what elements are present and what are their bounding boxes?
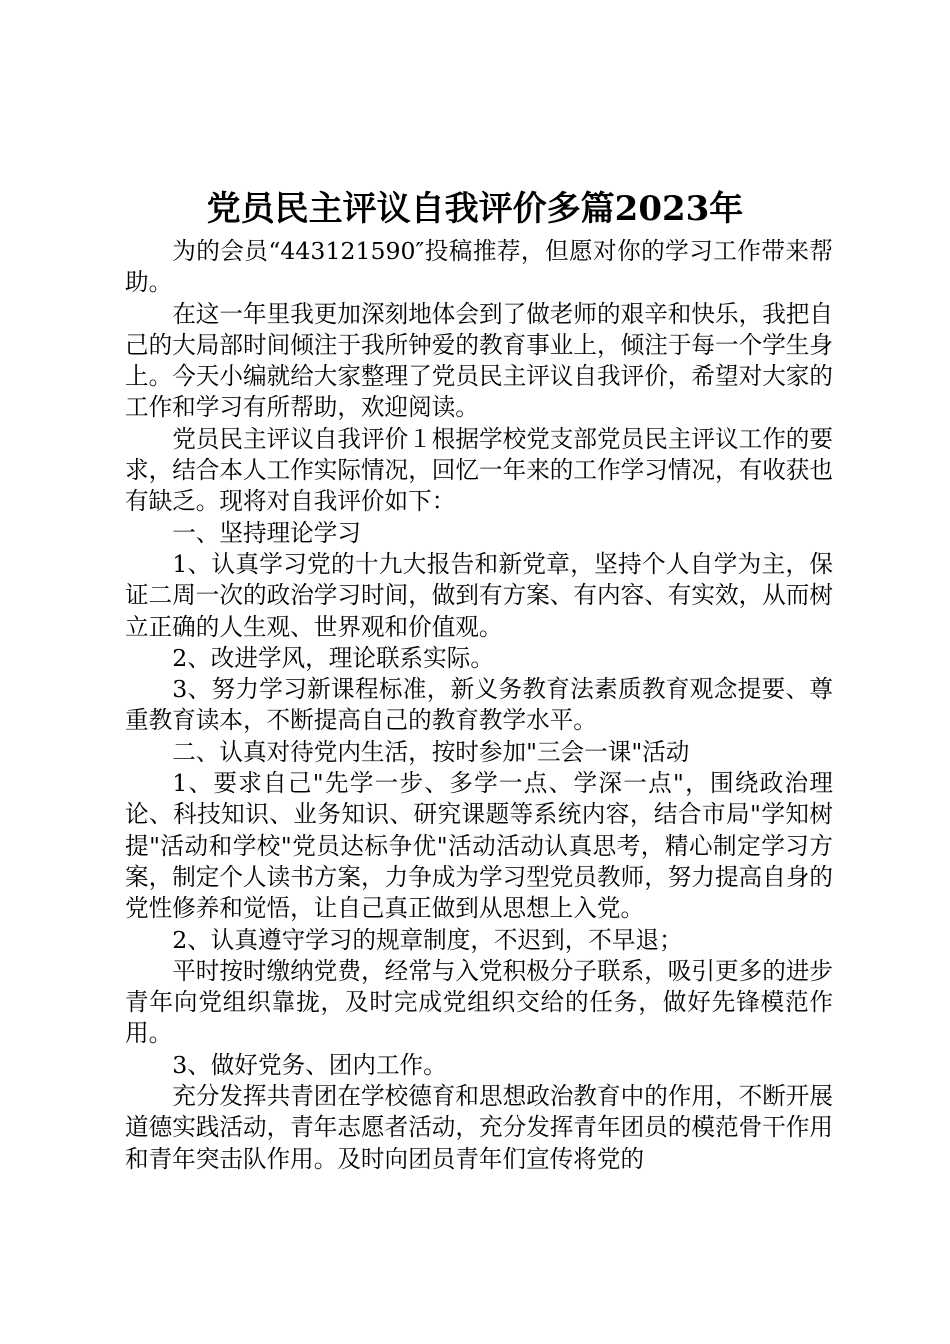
paragraph-item-3: 3、努力学习新课程标准，新义务教育法素质教育观念提要、尊重教育读本，不断提高自己的教育教学水平。 [125,675,833,735]
section-heading-party-life: 二、认真对待党内生活，按时参加"三会一课"活动 [172,737,690,766]
paragraph-item-1: 1、认真学习党的十九大报告和新党章，坚持个人自学为主，保证二周一次的政治学习时间，做到有方案、有内容、有实效，从而树立正确的人生观、世界观和价值观。 [125,549,833,641]
paragraph-preface: 在这一年里我更加深刻地体会到了做老师的艰辛和快乐，我把自己的大局部时间倾注于我所钟爱的教育事业上，倾注于每一个学生身上。今天小编就给大家整理了党员民主评议自我评价，希望对大家的工作和学习有所帮助，欢迎阅读。 [125,299,833,422]
paragraph-party-dues: 平时按时缴纳党费，经常与入党积极分子联系，吸引更多的进步青年向党组织靠拢，及时完成党组织交给的任务，做好先锋模范作用。 [125,956,833,1048]
paragraph-item-2b: 2、认真遵守学习的规章制度，不迟到，不早退； [172,925,683,954]
paragraph-evaluation-1: 党员民主评议自我评价１根据学校党支部党员民主评议工作的要求，结合本人工作实际情况，回忆一年来的工作学习情况，有收获也有缺乏。现将对自我评价如下： [125,424,833,516]
paragraph-intro: 为的会员“443121590″投稿推荐，但愿对你的学习工作带来帮助。 [125,237,833,297]
paragraph-youth-league: 充分发挥共青团在学校德育和思想政治教育中的作用，不断开展道德实践活动，青年志愿者活动，充分发挥青年团员的模范骨干作用和青年突击队作用。及时向团员青年们宣传将党的 [125,1082,833,1173]
paragraph-item-3b: 3、做好党务、团内工作。 [172,1050,447,1079]
paragraph-item-2: 2、改进学风，理论联系实际。 [172,643,494,672]
paragraph-item-1b: 1、要求自己"先学一步、多学一点、学深一点"，围绕政治理论、科技知识、业务知识、研究课题等系统内容，结合市局"学知树提"活动和学校"党员达标争优"活动活动认真思考，精心制定学习方案，制定个人读书方案，力争成为学习型党员教师，努力提高自身的党性修养和觉悟，让自己真正做到从思想上入党。 [125,769,833,923]
section-heading-theory-study: 一、坚持理论学习 [172,518,361,547]
document-body [125,236,833,1175]
document-title: 党员民主评议自我评价多篇2023年 [206,189,744,229]
